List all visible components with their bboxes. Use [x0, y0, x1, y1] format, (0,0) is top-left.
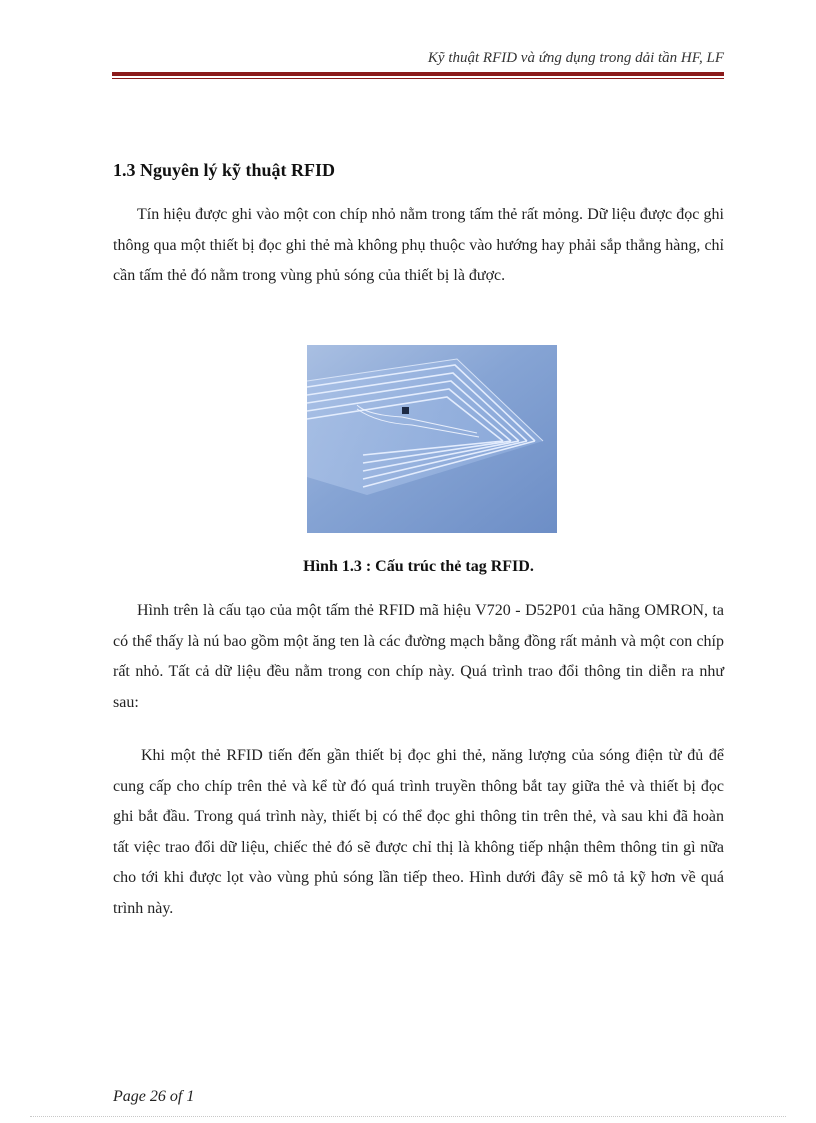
- section-heading: 1.3 Nguyên lý kỹ thuật RFID: [113, 160, 336, 180]
- page-number: Page 26 of 1: [113, 1088, 195, 1105]
- paragraph-figure-description: Hình trên là cấu tạo của một tấm thẻ RFID mã hiệu V720 - D52P01 của hãng OMRON, ta có thể thấy là nú bao gồm một ăng ten là các đường mạch bằng đồng rất mảnh và một con chíp rất nhỏ. Tất cả dữ liệu đều nằm trong con chíp này. Quá trình trao đổi thông tin diễn ra như sau:: [113, 602, 724, 711]
- paragraph-intro: Tín hiệu được ghi vào một con chíp nhỏ nằm trong tấm thẻ rất mỏng. Dữ liệu được đọc ghi thông qua một thiết bị đọc ghi thẻ mà không phụ thuộc vào hướng hay phải sắp thẳng hàng, chỉ cần tấm thẻ đó nằm trong vùng phủ sóng của thiết bị là được.: [113, 206, 724, 284]
- paragraph-process: Khi một thẻ RFID tiến đến gần thiết bị đọc ghi thẻ, năng lượng của sóng điện từ đủ để cung cấp cho chíp trên thẻ và kể từ đó quá trình truyền thông bắt tay giữa thẻ và thiết bị đọc ghi bắt đầu. Trong quá trình này, thiết bị có thể đọc ghi thông tin trên thẻ, và sau khi đã hoàn tất việc trao đổi dữ liệu, chiếc thẻ đó sẽ được chỉ thị là không tiếp nhận thêm thông tin gì nữa cho tới khi được lọt vào vùng phủ sóng lần tiếp theo. Hình dưới đây sẽ mô tả kỹ hơn về quá trình này.: [113, 747, 724, 917]
- figure-caption: Hình 1.3 : Cấu trúc thẻ tag RFID.: [303, 558, 534, 575]
- header-rule: [112, 72, 724, 76]
- page-bottom-border: [30, 1116, 786, 1117]
- page-header-title: Kỹ thuật RFID và ứng dụng trong dải tần HF, LF: [427, 50, 724, 66]
- header-rule-thin: [112, 78, 724, 79]
- rfid-tag-illustration: [307, 345, 557, 533]
- rfid-tag-image: [307, 345, 557, 533]
